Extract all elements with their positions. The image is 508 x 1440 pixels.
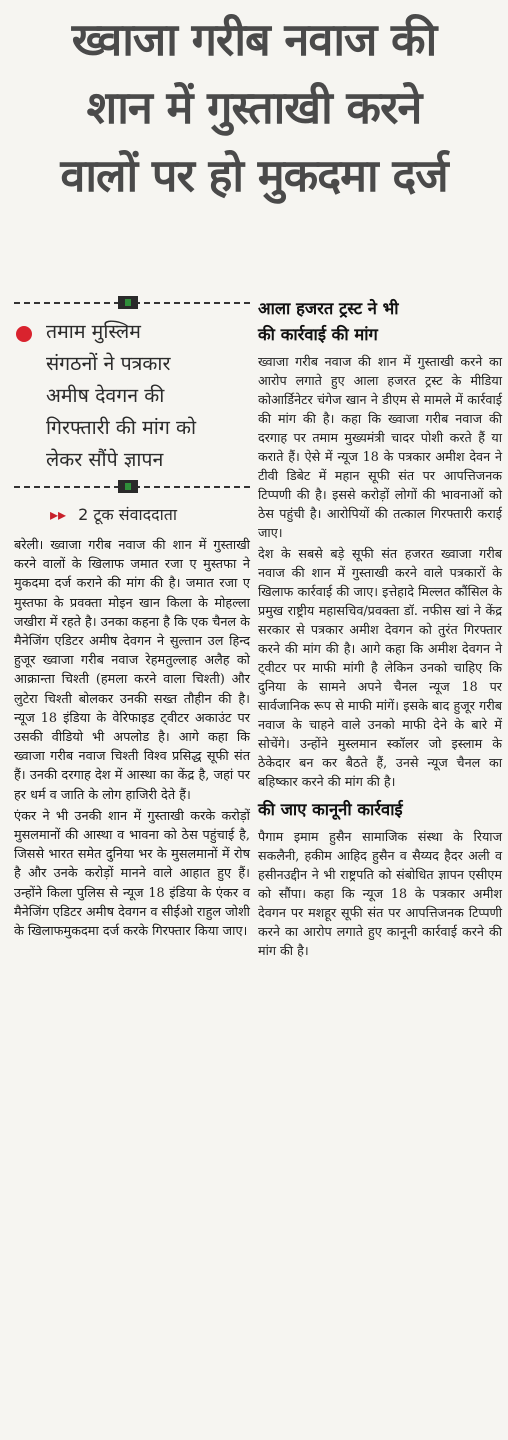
- headline-line-2: शान में गुस्ताखी करने: [86, 81, 422, 134]
- red-bullet-icon: [16, 326, 32, 342]
- headline-line-1: ख्वाजा गरीब नवाज की: [71, 13, 437, 66]
- right-paragraph-3: पैगाम इमाम हुसैन सामाजिक संस्था के रियाज सकलैनी, हकीम आहिद हुसैन व सैय्यद हैदर अली व हसीनउद्दीन ने भी राष्ट्रपति को संबोधित ज्ञापन एसीएम को सौंपा। कहा कि न्यूज 18 के पत्रकार अमीश देवगन पर मशहूर सूफी संत पर आपत्तिजनक टिप्पणी करने का आरोप लगाते हुए कानूनी कार्रवाई करने की मांग की है।: [258, 829, 502, 958]
- left-paragraph-1: बरेली। ख्वाजा गरीब नवाज की शान में गुस्ताखी करने वालों के खिलाफ जमात रजा ए मुस्तफा ने मुकदमा दर्ज कराने की मांग की है। जमात रजा ए मुस्तफा के प्रवक्ता मोइन खान किला के मोहल्ला जखीरा में रहते है। उनका कहना है कि एक चैनल के मैनेजिंग एडिटर अमीष देवगन ने सुल्तान उल हिन्द हुजूर ख्वाजा गरीब नवाज रेहमतुल्लाह अलैह को आक्रान्ता चिश्ती (हमला करने वाला चिश्ती) और लुटेरा चिश्ती बोलकर उनकी सख्त तौहीन की है। न्यूज 18 इंडिया के वेरिफाइड ट्वीटर अकाउंट पर उसकी वीडियो भी अपलोड है। आगे कहा कि ख्वाजा गरीब नवाज चिश्ती विश्व प्रसिद्ध सूफी संत हैं। उनकी दरगाह देश में आस्था का केंद्र है, जहां पर हर धर्म व जाति के लोग हाजिरी देते हैं।: [14, 538, 250, 803]
- rule-marker: [118, 480, 138, 493]
- deck-line-4: गिरफ्तारी की मांग को: [46, 416, 197, 439]
- left-column: [14, 296, 250, 943]
- deck-line-5: लेकर सौंपे ज्ञापन: [46, 448, 164, 471]
- left-article-body: [14, 536, 250, 941]
- byline: [14, 494, 250, 536]
- right-article-body: [258, 352, 502, 791]
- right-heading-2: की जाए कानूनी कार्रवाई: [258, 800, 403, 819]
- deck-line-2: संगठनों ने पत्रकार: [46, 352, 171, 375]
- headline-line-3: वालों पर हो मुकदमा दर्ज: [60, 149, 448, 202]
- left-paragraph-2: एंकर ने भी उनकी शान में गुस्ताखी करके करोड़ों मुसलमानों की आस्था व भावना को ठेस पहुंचाई है, जिससे भारत समेत दुनिया भर के मुसलमानों में रोष है और उनके करोड़ों मानने वाले आहात हुए हैं। उन्होंने किला पुलिस से न्यूज 18 इंडिया के एंकर व मैनेजिंग एडिटर अमीष देवगन व सीईओ राहुल जोशी के खिलाफमुकदमा दर्ज करके गिरफ्तार किया जाए।: [14, 808, 250, 940]
- right-paragraph-2: देश के सबसे बड़े सूफी संत हजरत ख्वाजा गरीब नवाज की शान में गुस्ताखी करने वाले पत्रकारों के खिलाफ कार्रवाई की जाए। इत्तेहादे मिल्लत कौंसिल के प्रमुख राष्ट्रीय महासचिव/प्रवक्ता डॉ. नफीस खां ने केंद्र सरकार से पत्रकार अमीश देवगन को तुरंत गिरफ्तार करने की मांग की है। आगे कहा कि अमीश देवगन ने ट्वीटर पर माफी मांगी है लेकिन उनको चाहिए कि दुनिया के सामने अपने चैनल न्यूज 18 पर सार्वजानिक रूप से माफी मांगें। इसके बाद हुजूर गरीब नवाज के चाहने वाले उनको माफी देने के बारे में सोचेंगे। उन्होंने मुस्लमान स्कॉलर जो इस्लाम के ठेकेदार बन कर बैठते हैं, उनसे न्यूज चैनल का बहिष्कार करने की मांग की है।: [258, 546, 502, 789]
- dashed-rule-top: [14, 296, 250, 310]
- headline: [8, 6, 500, 210]
- double-arrow-icon: ▸▸: [50, 505, 67, 524]
- right-heading-1-line-2: की कार्रवाई की मांग: [258, 325, 378, 344]
- rule-marker: [118, 296, 138, 309]
- right-heading-1-line-1: आला हजरत ट्रस्ट ने भी: [258, 299, 399, 318]
- deck-line-3: अमीष देवगन की: [46, 384, 165, 407]
- byline-text: 2 टूक संवाददाता: [78, 505, 178, 524]
- dashed-rule-bottom: [14, 480, 250, 494]
- right-article-body-2: [258, 827, 502, 960]
- deck-line-1: तमाम मुस्लिम: [46, 320, 141, 343]
- right-paragraph-1: ख्वाजा गरीब नवाज की शान में गुस्ताखी करने का आरोप लगाते हुए आला हजरत ट्रस्ट के मीडिया कोआर्डिनेटर चंगेज खान ने डीएम से मामले में कार्रवाई की मांग की है। कहा कि ख्वाजा गरीब नवाज की दरगाह पर तमाम मुख्यमंत्री चादर पोशी करते हैं या कराते हैं। ऐसे में न्यूज 18 के पत्रकार अमीश देवन ने टीवी डिबेट में महान सूफी संत पर आपत्तिजनक टिप्पणी की है। इससे करोड़ों लोगों की भावनाओं को ठेस पहुंची है। आरोपियों की तत्काल गिरफ्तारी कराई जाए।: [258, 354, 502, 540]
- right-column: [258, 296, 502, 962]
- right-heading-1: [258, 296, 502, 348]
- deck-text: [14, 310, 250, 480]
